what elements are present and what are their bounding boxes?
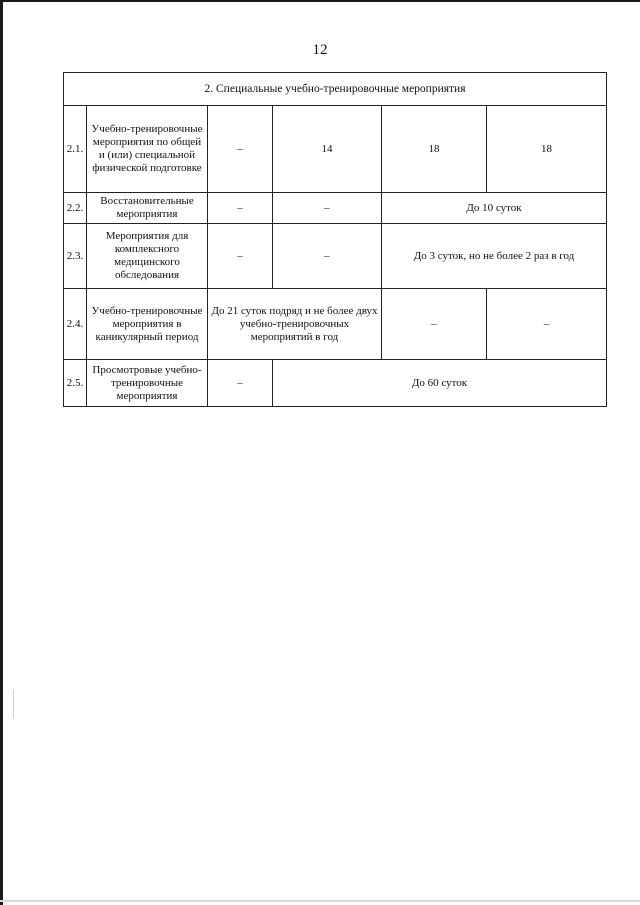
table-row bbox=[64, 360, 607, 407]
table-row bbox=[64, 193, 607, 224]
table-cell: – bbox=[208, 106, 273, 193]
table-cell: 18 bbox=[487, 106, 607, 193]
table-cell: 14 bbox=[273, 106, 382, 193]
row-number: 2.5. bbox=[64, 360, 87, 407]
table-cell: 18 bbox=[382, 106, 487, 193]
table-cell-merged: До 10 суток bbox=[382, 193, 607, 224]
row-number: 2.2. bbox=[64, 193, 87, 224]
table-row bbox=[64, 289, 607, 360]
table-cell: – bbox=[208, 193, 273, 224]
table-row bbox=[64, 224, 607, 289]
event-name: Учебно-тренировочные мероприятия по общей и (или) специальной физической подготовке bbox=[87, 106, 208, 193]
section-header-row bbox=[64, 73, 607, 106]
table-cell: – bbox=[273, 193, 382, 224]
table-cell: – bbox=[208, 360, 273, 407]
table-cell: – bbox=[382, 289, 487, 360]
table-cell: – bbox=[208, 224, 273, 289]
event-name: Учебно-тренировочные мероприятия в каникулярный период bbox=[87, 289, 208, 360]
scan-bottom-edge bbox=[0, 900, 640, 902]
event-name: Мероприятия для комплексного медицинского обследования bbox=[87, 224, 208, 289]
training-events-table bbox=[63, 72, 607, 407]
scan-artifact bbox=[13, 690, 14, 718]
event-name: Просмотровые учебно-тренировочные мероприятия bbox=[87, 360, 208, 407]
table-cell-merged: До 21 суток подряд и не более двух учебно-тренировочных мероприятий в год bbox=[208, 289, 382, 360]
table-cell-merged: До 3 суток, но не более 2 раз в год bbox=[382, 224, 607, 289]
table-row bbox=[64, 106, 607, 193]
row-number: 2.4. bbox=[64, 289, 87, 360]
page-number: 12 bbox=[312, 42, 328, 58]
table-cell: – bbox=[487, 289, 607, 360]
table-cell-merged: До 60 суток bbox=[273, 360, 607, 407]
event-name: Восстановительные мероприятия bbox=[87, 193, 208, 224]
row-number: 2.3. bbox=[64, 224, 87, 289]
row-number: 2.1. bbox=[64, 106, 87, 193]
table-cell: – bbox=[273, 224, 382, 289]
section-title: 2. Специальные учебно-тренировочные мероприятия bbox=[64, 73, 607, 106]
